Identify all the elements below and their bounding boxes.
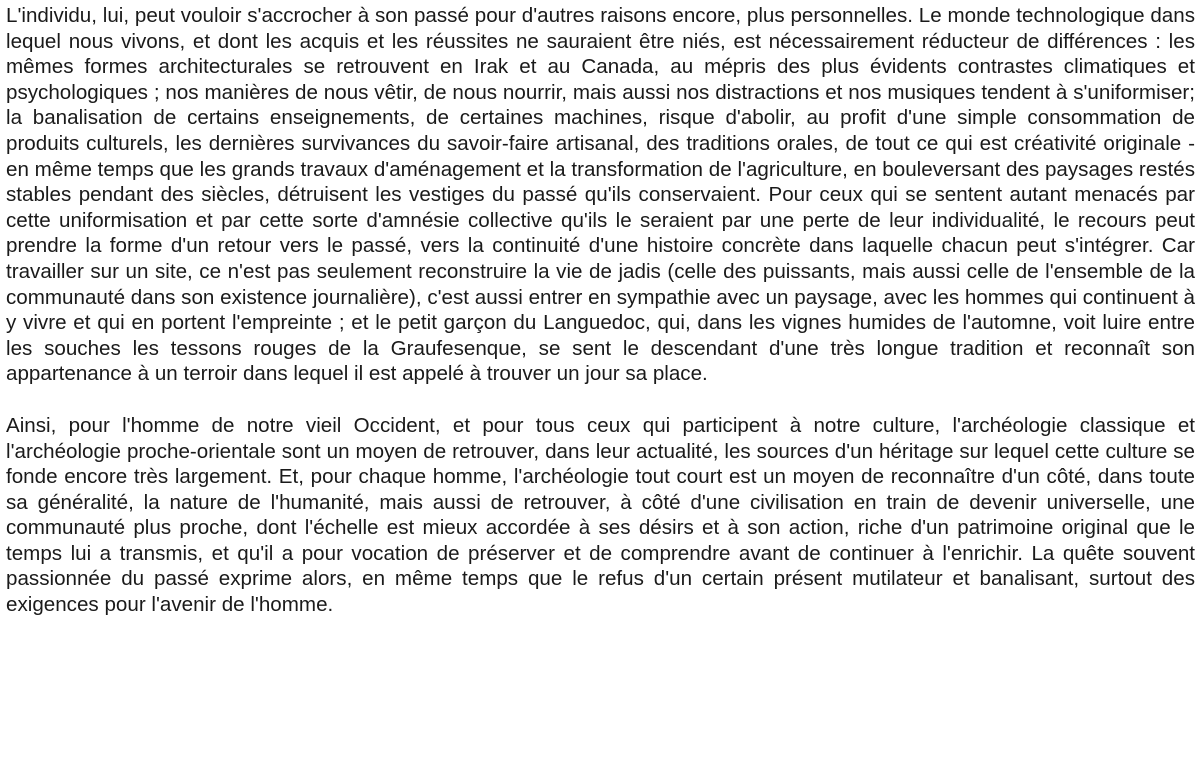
paragraph-2: Ainsi, pour l'homme de notre vieil Occident, et pour tous ceux qui participent à notre culture, l'archéologie classique et l'archéologie proche-orientale sont un moyen de retrouver, dans leur actualité, les sources d'un héritage sur lequel cette culture se fonde encore très largement. Et, pour chaque homme, l'archéologie tout court est un moyen de reconnaître d'un côté, dans toute sa généralité, la nature de l'humanité, mais aussi de retrouver, à côté d'une civilisation en train de devenir universelle, une communauté plus proche, dont l'échelle est mieux accordée à ses désirs et à son action, riche d'un patrimoine original que le temps lui a transmis, et qu'il a pour vocation de préserver et de comprendre avant de continuer à l'enrichir. La quête souvent passionnée du passé exprime alors, en même temps que le refus d'un certain présent mutilateur et banalisant, surtout des exigences pour l'avenir de l'homme.	[6, 413, 1195, 617]
paragraph-1: L'individu, lui, peut vouloir s'accrocher à son passé pour d'autres raisons encore, plus personnelles. Le monde technologique dans lequel nous vivons, et dont les acquis et les réussites ne sauraient être niés, est nécessairement réducteur de différences : les mêmes formes architecturales se retrouvent en Irak et au Canada, au mépris des plus évidents contrastes climatiques et psychologiques ; nos manières de nous vêtir, de nous nourrir, mais aussi nos distractions et nos musiques tendent à s'uniformiser; la banalisation de certains enseignements, de certaines machines, risque d'abolir, au profit d'une simple consommation de produits culturels, les dernières survivances du savoir-faire artisanal, des traditions orales, de tout ce qui est créativité originale - en même temps que les grands travaux d'aménagement et la transformation de l'agriculture, en bouleversant des paysages restés stables pendant des siècles, détruisent les vestiges du passé qu'ils conservaient. Pour ceux qui se sentent autant menacés par cette uniformisation et par cette sorte d'amnésie collective qu'ils le seraient par une perte de leur individualité, le recours peut prendre la forme d'un retour vers le passé, vers la continuité d'une histoire concrète dans laquelle chacun peut s'intégrer. Car travailler sur un site, ce n'est pas seulement reconstruire la vie de jadis (celle des puissants, mais aussi celle de l'ensemble de la communauté dans son existence journalière), c'est aussi entrer en sympathie avec un paysage, avec les hommes qui continuent à y vivre et qui en portent l'empreinte ; et le petit garçon du Languedoc, qui, dans les vignes humides de l'automne, voit luire entre les souches les tessons rouges de la Graufesenque, se sent le descendant d'une très longue tradition et reconnaît son appartenance à un terroir dans lequel il est appelé à trouver un jour sa place.	[6, 4, 1195, 386]
